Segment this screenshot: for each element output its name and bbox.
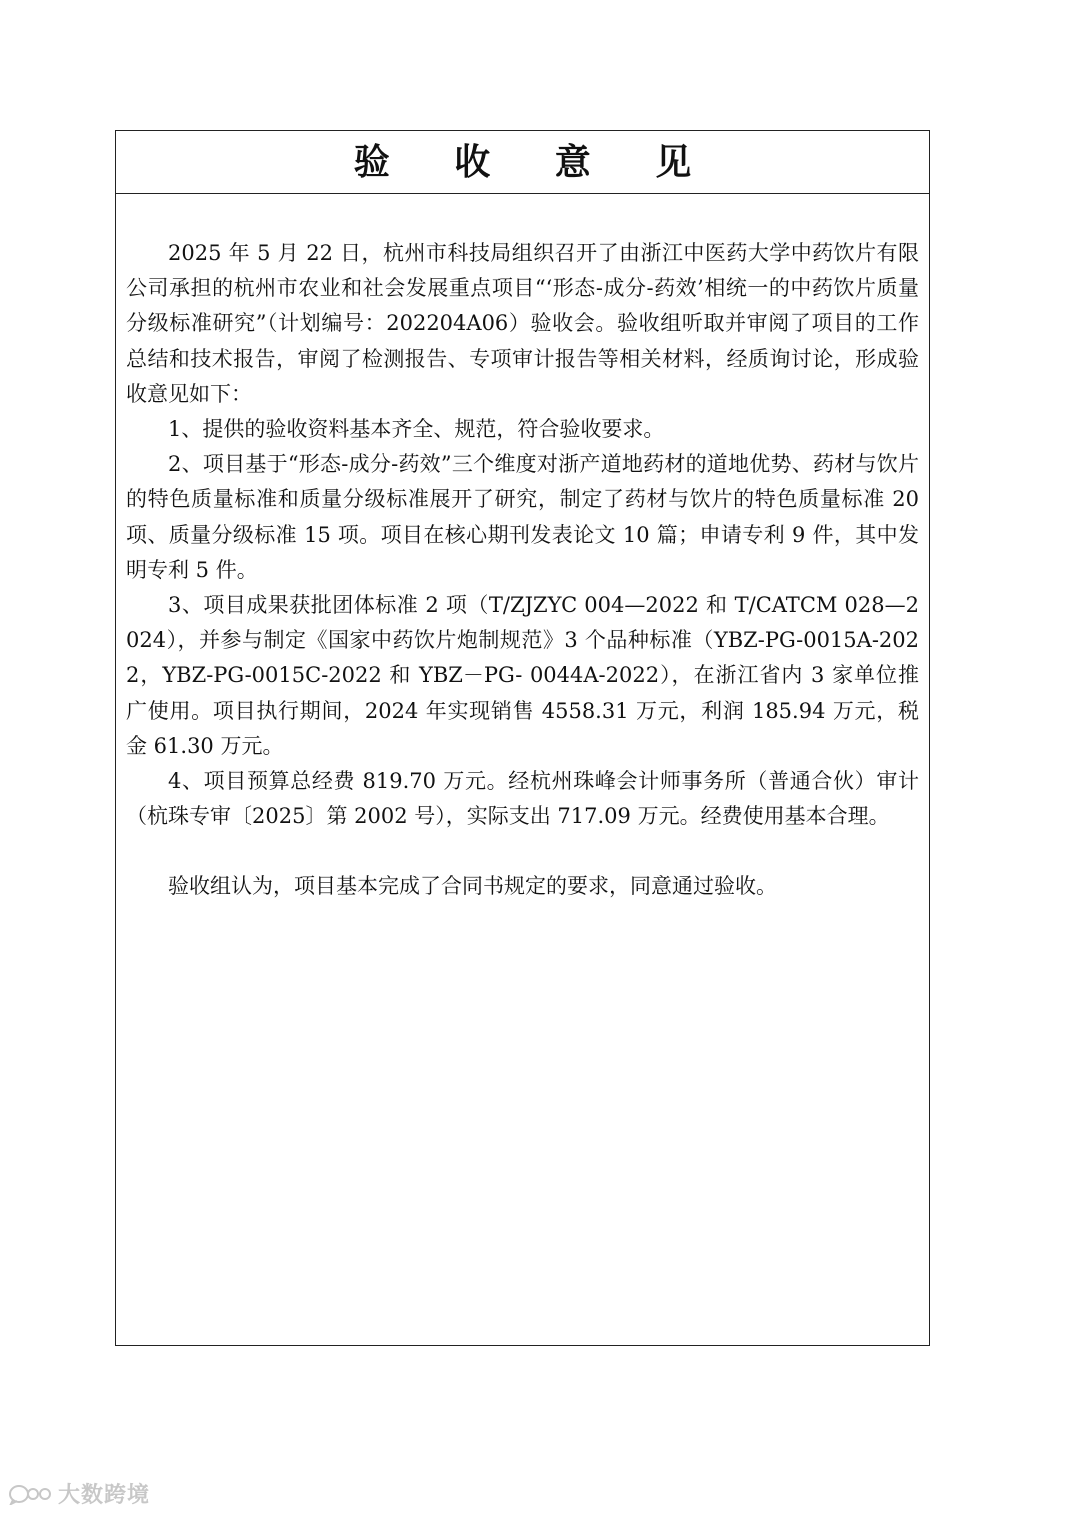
watermark-text: 大数跨境 xyxy=(58,1483,151,1508)
paragraph-item-3: 3、项目成果获批团体标准 2 项（T/ZJZYC 004—2022 和 T/CATCM 028—2024），并参与制定《国家中药饮片炮制规范》3 个品种标准（YBZ-PG-0015A-2022，YBZ-PG-0015C-2022 和 YBZ－PG- 0044A-2022），在浙江省内 3 家单位推广使用。项目执行期间，2024 年实现销售 4558.31 万元，利润 185.94 万元，税金 61.30 万元。 xyxy=(126,593,919,758)
chat-bubble-logo-icon xyxy=(8,1483,52,1505)
paragraph-item-4: 4、项目预算总经费 819.70 万元。经杭州珠峰会计师事务所（普通合伙）审计（杭珠专审〔2025〕第 2002 号），实际支出 717.09 万元。经费使用基本合理。 xyxy=(126,769,919,829)
paragraph-meeting-summary: 2025 年 5 月 22 日，杭州市科技局组织召开了由浙江中医药大学中药饮片有限公司承担的杭州市农业和社会发展重点项目“‘形态-成分-药效’相统一的中药饮片质量分级标准研究”（计划编号：202204A06）验收会。验收组听取并审阅了项目的工作总结和技术报告，审阅了检测报告、专项审计报告等相关材料，经质询讨论，形成验收意见如下： xyxy=(126,241,919,406)
title-row xyxy=(116,131,929,194)
opinion-body xyxy=(116,194,929,905)
paragraph-conclusion: 验收组认为，项目基本完成了合同书规定的要求，同意通过验收。 xyxy=(168,874,777,899)
watermark xyxy=(8,1478,150,1509)
acceptance-opinion-table xyxy=(115,130,930,1346)
paragraph-item-2: 2、项目基于“形态-成分-药效”三个维度对浙产道地药材的道地优势、药材与饮片的特色质量标准和质量分级标准展开了研究，制定了药材与饮片的特色质量标准 20 项、质量分级标准 15 项。项目在核心期刊发表论文 10 篇；申请专利 9 件，其中发明专利 5 件。 xyxy=(126,452,919,582)
document-title: 验 收 意 见 xyxy=(353,141,718,183)
paragraph-item-1: 1、提供的验收资料基本齐全、规范，符合验收要求。 xyxy=(168,417,665,442)
